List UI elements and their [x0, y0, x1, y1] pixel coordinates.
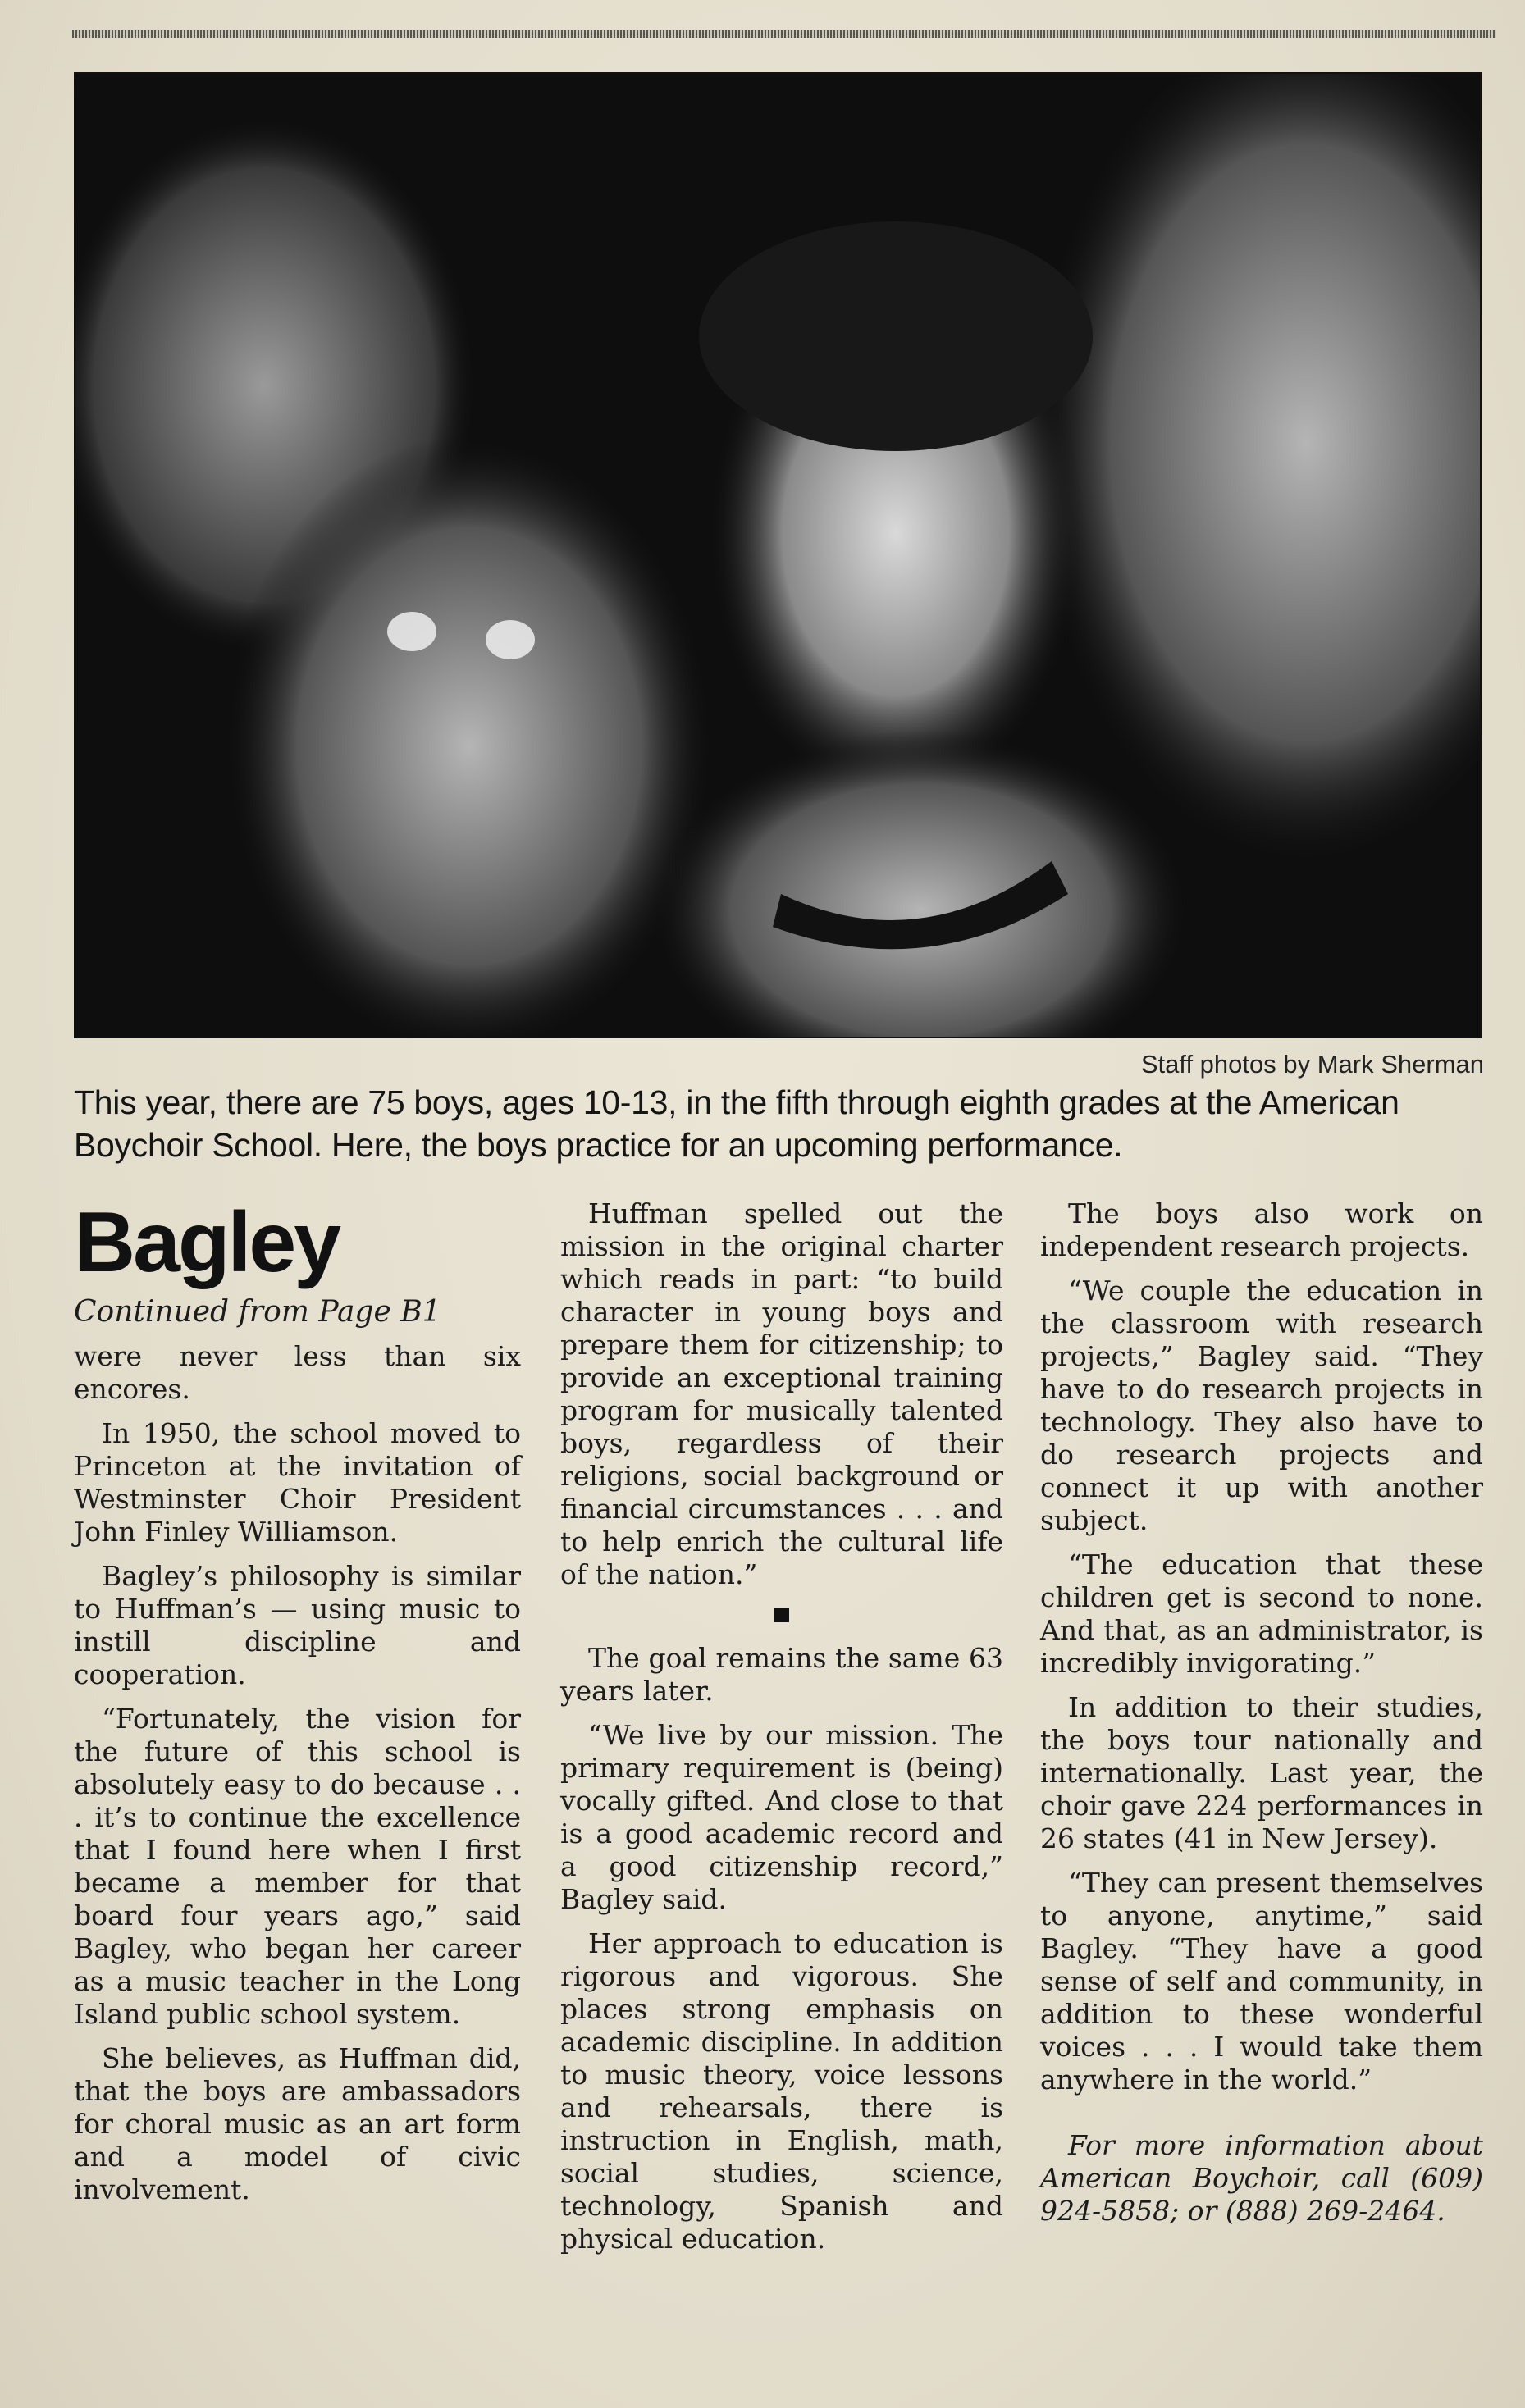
paragraph: She believes, as Huffman did, that the boys are ambassadors for choral music as an art form and a model of civic involvement. — [74, 2042, 521, 2205]
paragraph: In addition to their studies, the boys tour nationally and internationally. Last year, the choir gave 224 performances in 26 states (41 in New Jersey). — [1040, 1691, 1483, 1854]
paragraph: The goal remains the same 63 years later. — [560, 1642, 1003, 1707]
boys-choir-photo — [74, 72, 1482, 1038]
paragraph: “We couple the education in the classroom with research projects,” Bagley said. “They have to do research projects in technology. They also have to do research projects and connect it up with another subject. — [1040, 1275, 1483, 1536]
paragraph: The boys also work on independent research projects. — [1040, 1197, 1483, 1262]
paragraph: Huffman spelled out the mission in the original charter which reads in part: “to build character in young boys and prepare them for citizenship; to provide an exceptional training program for musically talented boys, regardless of their religions, social background or financial circumstances . . . and to help enrich the cultural life of the nation.” — [560, 1197, 1003, 1590]
photo-credit: Staff photos by Mark Sherman — [1140, 1050, 1484, 1079]
info-note: For more information about American Boychoir, call (609) 924-5858; or (888) 269-2464. — [1040, 2129, 1483, 2227]
article-column-1 — [74, 1197, 521, 2218]
headline: Bagley — [74, 1195, 340, 1290]
paragraph: were never less than six encores. — [74, 1340, 521, 1405]
paragraph: Bagley’s philosophy is similar to Huffman’s — using music to instill discipline and cooperation. — [74, 1560, 521, 1690]
section-bullet — [774, 1608, 789, 1622]
paragraph: In 1950, the school moved to Princeton at the invitation of Westminster Choir President John Finley Williamson. — [74, 1417, 521, 1548]
paragraph: “They can present themselves to anyone, anytime,” said Bagley. “They have a good sense of self and community, in addition to these wonderful voices . . . I would take them anywhere in the world.” — [1040, 1867, 1483, 2096]
continued-note: Continued from Page B1 — [74, 1295, 441, 1329]
paragraph: Her approach to education is rigorous and vigorous. She places strong emphasis on academic discipline. In addition to music theory, voice lessons and rehearsals, there is instruction in English, math, social studies, science, technology, Spanish and physical education. — [560, 1927, 1003, 2255]
article-column-3 — [1040, 1197, 1483, 2239]
paragraph: “We live by our mission. The primary requirement is (being) vocally gifted. And close to that is a good academic record and a good citizenship record,” Bagley said. — [560, 1719, 1003, 1915]
paragraph: “Fortunately, the vision for the future of this school is absolutely easy to do because . . . it’s to continue the excellence that I found here when I first became a member for that board four years ago,” said Bagley, who began her career as a music teacher in the Long Island public school system. — [74, 1703, 521, 2030]
paragraph: “The education that these children get is second to none. And that, as an administrator, is incredibly invigorating.” — [1040, 1548, 1483, 1679]
article-column-2 — [560, 1197, 1003, 2267]
top-rule — [72, 30, 1496, 38]
photo-caption: This year, there are 75 boys, ages 10-13, in the fifth through eighth grades at the American Boychoir School. Here, the boys practice for an upcoming performance. — [74, 1083, 1399, 1164]
